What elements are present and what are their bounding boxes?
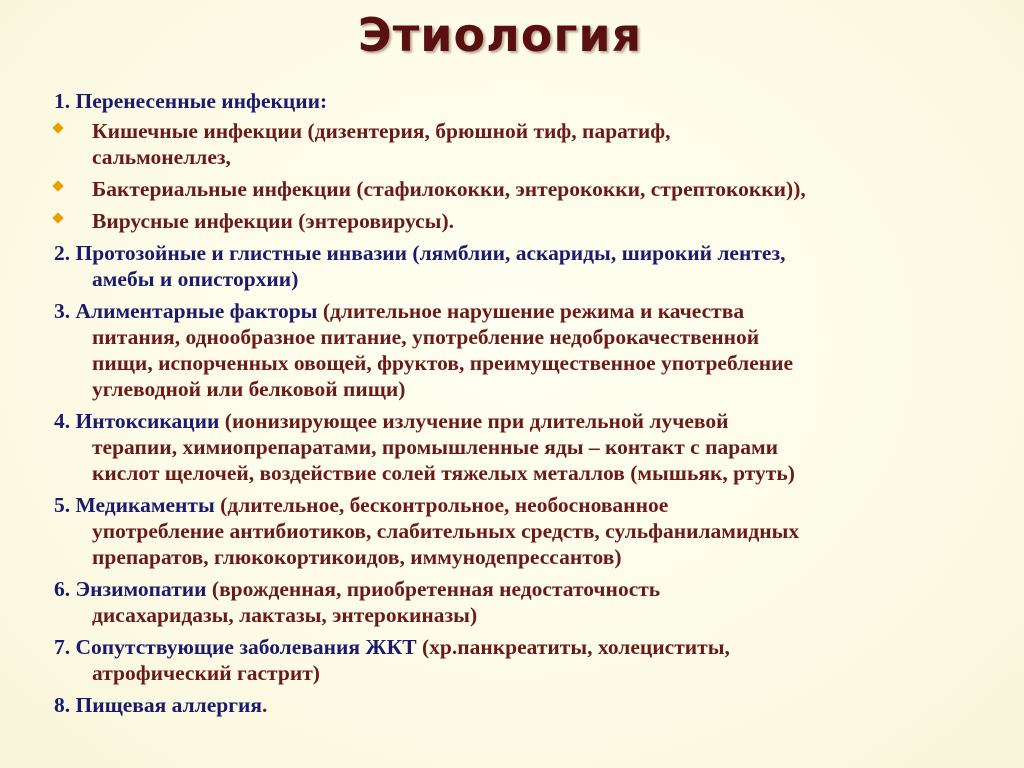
item-continuation: питания, однообразное питание, употребление недоброкачественной [92, 325, 760, 349]
item-continuation: кислот щелочей, воздействие солей тяжелых металлов (мышьяк, ртуть) [92, 461, 795, 485]
list-item-6 [54, 576, 1004, 628]
bullet-text-line1: Кишечные инфекции (дизентерия, брюшной тиф, паратиф, [92, 119, 671, 143]
item-heading: 8. Пищевая аллергия [54, 693, 263, 717]
diamond-bullet-icon [52, 122, 63, 133]
item-continuation: пищи, испорченных овощей, фруктов, преимущественное употребление [92, 351, 794, 375]
item-continuation: препаратов, глюкокортикоидов, иммунодепрессантов) [92, 545, 622, 569]
bullet-text-line2: сальмонеллез, [92, 145, 231, 169]
bullet-text-line1: Бактериальные инфекции (стафилококки, энтерококки, стрептококки)), [92, 177, 806, 201]
diamond-bullet-icon [52, 180, 63, 191]
item-detail: (хр.панкреатиты, холециститы, [416, 635, 730, 659]
item-continuation: терапии, химиопрепаратами, промышленные яды – контакт с парами [92, 435, 778, 459]
list-item-3 [54, 298, 1004, 402]
item-continuation: употребление антибиотиков, слабительных средств, сульфаниламидных [92, 519, 800, 543]
item-heading: 7. Сопутствующие заболевания ЖКТ [54, 635, 417, 659]
item-heading: 5. Медикаменты [54, 493, 215, 517]
bullet-item-bacterial [54, 176, 1004, 202]
item-heading: 3. Алиментарные факторы [54, 299, 318, 323]
item-heading: 4. Интоксикации [54, 409, 220, 433]
item-continuation: атрофический гастрит) [92, 661, 320, 685]
slide-title: Этиология [357, 8, 643, 62]
list-item-5 [54, 492, 1004, 570]
list-item-1-heading: 1. Перенесенные инфекции: [54, 89, 328, 113]
item-continuation: дисахаридазы, лактазы, энтерокиназы) [92, 603, 478, 627]
item-detail: (длительное, бесконтрольное, необоснованное [214, 493, 669, 517]
item-heading: 2. Протозойные и глистные инвазии (лямблии, аскариды, широкий лентез, [54, 241, 786, 265]
bullet-text-line1: Вирусные инфекции (энтеровирусы). [92, 209, 454, 233]
item-detail: (ионизирующее излучение при длительной лучевой [219, 409, 729, 433]
diamond-bullet-icon [52, 212, 63, 223]
list-item-8 [54, 692, 1004, 718]
bullet-item-intestinal [54, 118, 1004, 170]
bullet-item-viral [54, 208, 1004, 234]
item-continuation: амебы и описторхии) [92, 267, 299, 291]
list-item-4 [54, 408, 1004, 486]
item-continuation: углеводной или белковой пищи) [92, 377, 406, 401]
item-heading: 6. Энзимопатии [54, 577, 207, 601]
etiology-list [54, 88, 1004, 724]
list-item-2 [54, 240, 1004, 292]
item-detail: (длительное нарушение режима и качества [317, 299, 745, 323]
list-item-7 [54, 634, 1004, 686]
item-detail: . [262, 693, 268, 717]
item-detail: (врожденная, приобретенная недостаточность [206, 577, 661, 601]
